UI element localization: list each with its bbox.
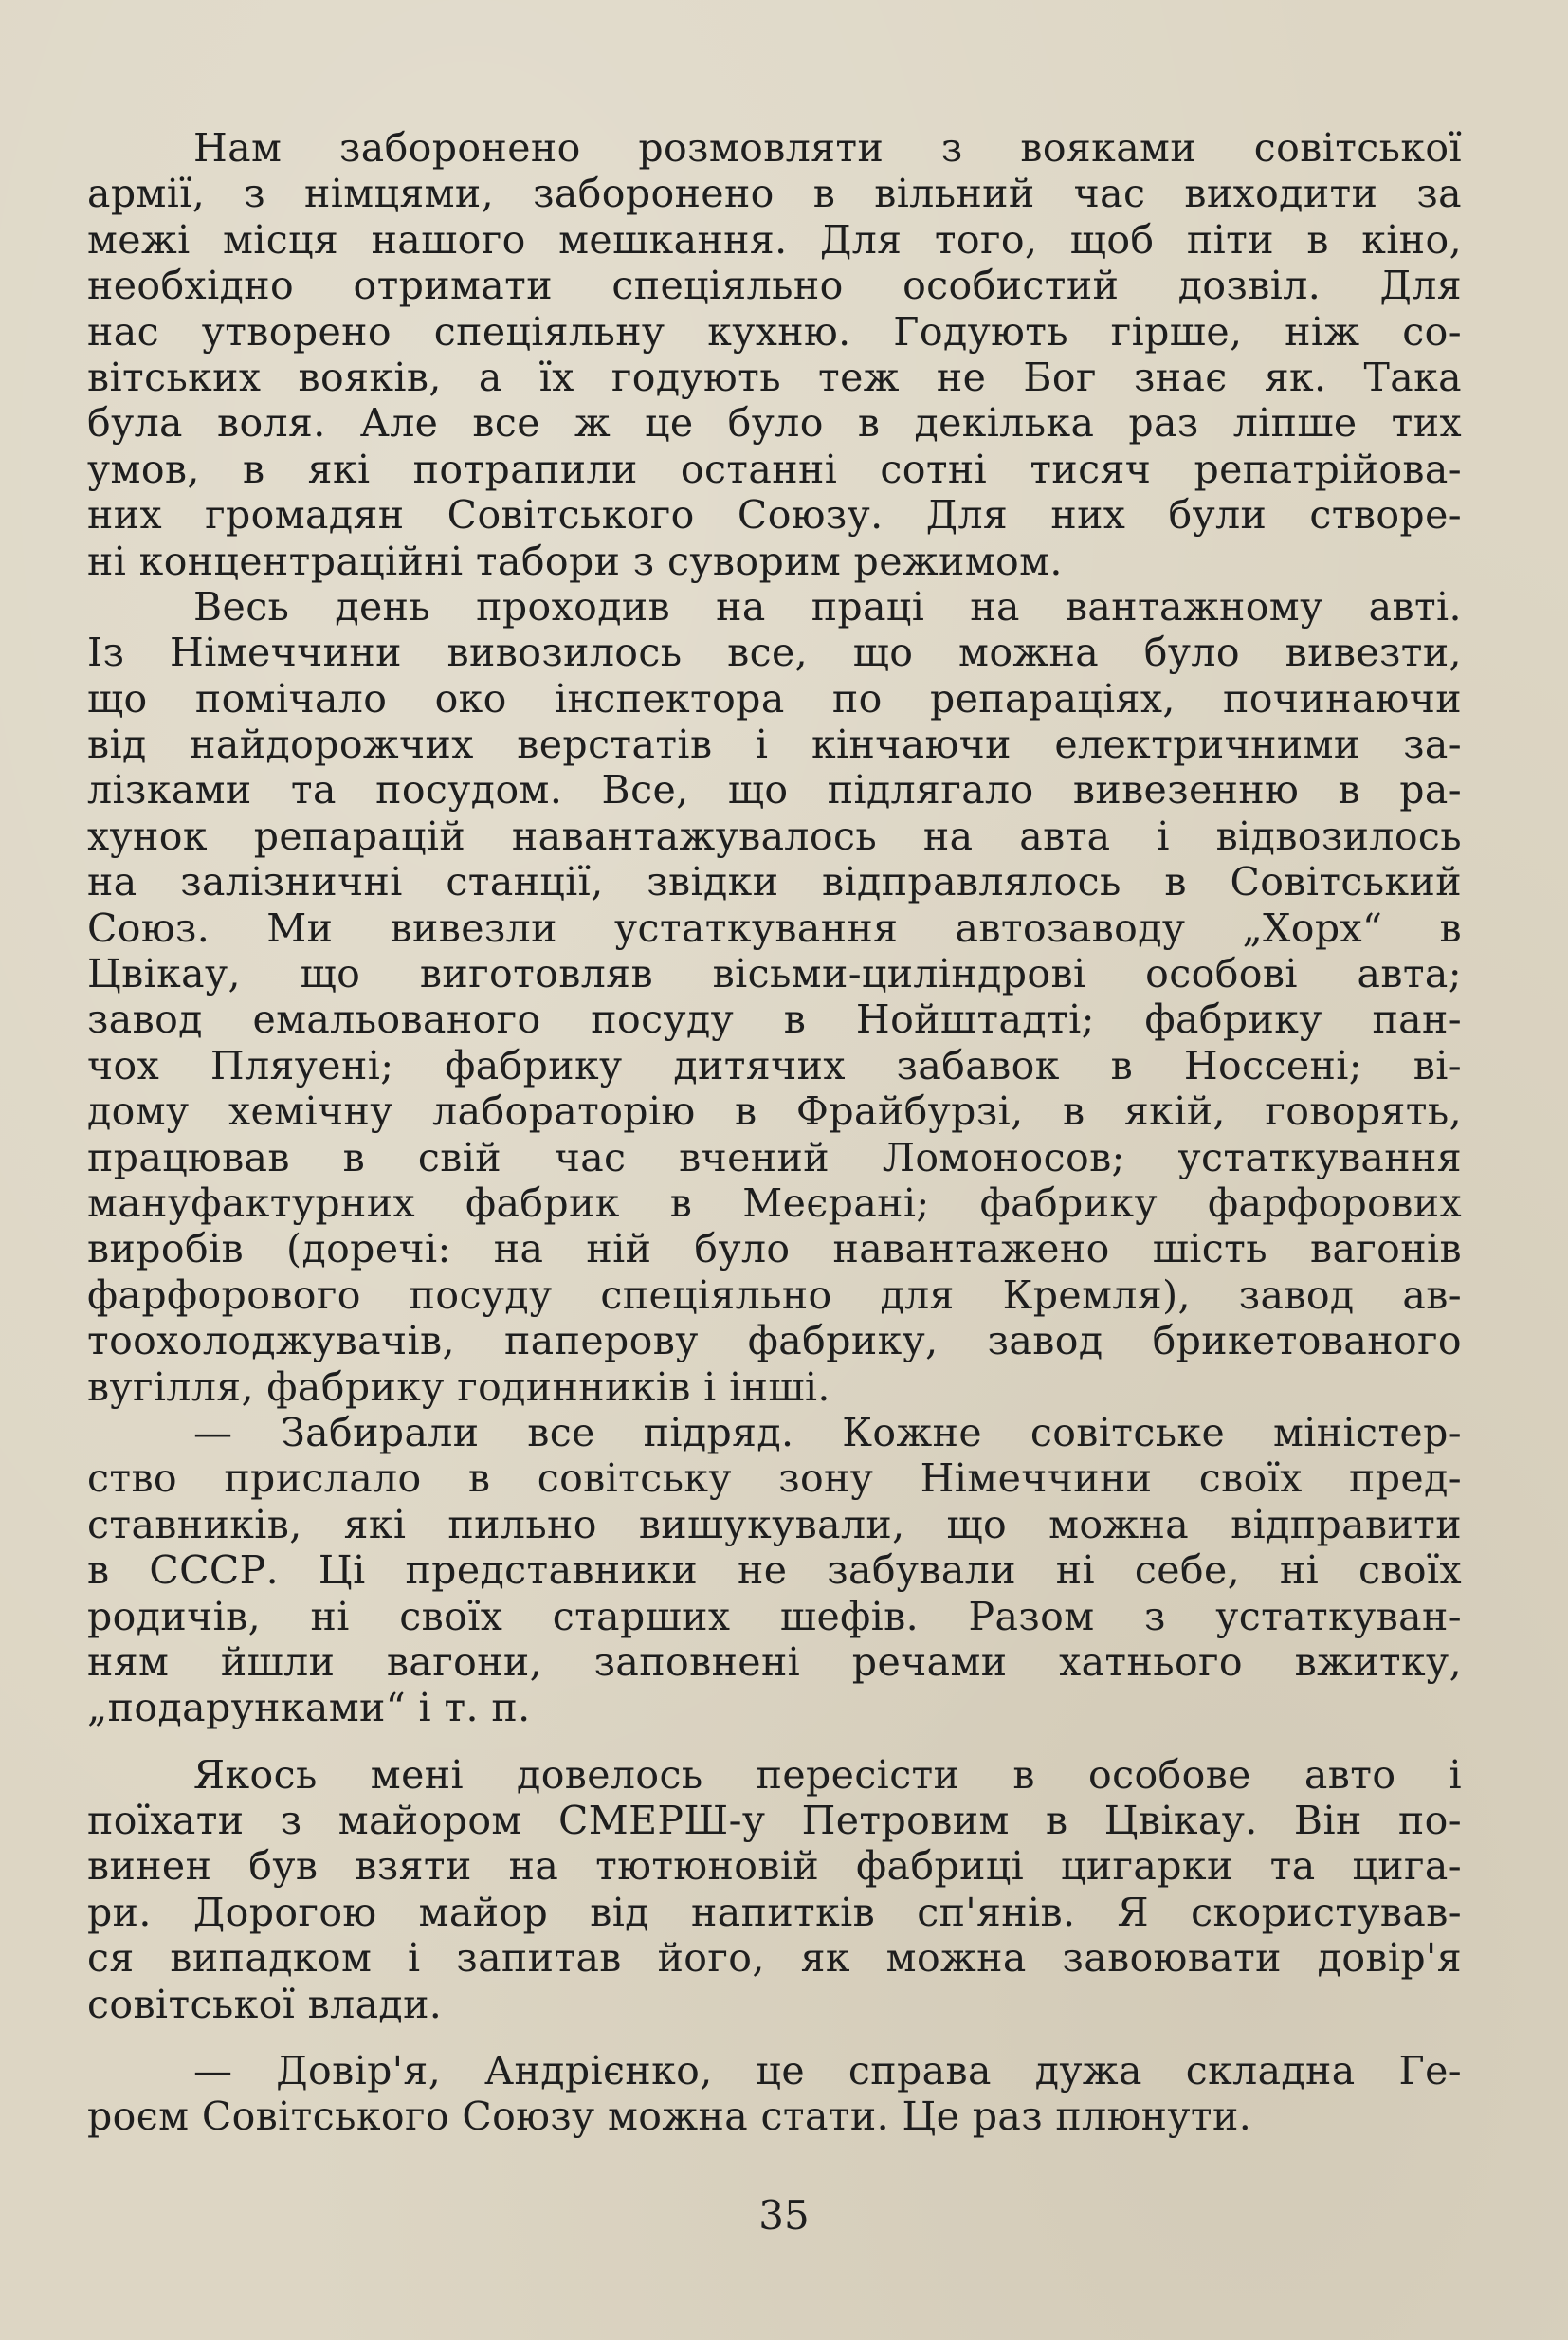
paragraph-gap [87, 2027, 1462, 2048]
text-line: Із Німеччини вивозилось все, що можна було вивезти, [87, 630, 1462, 676]
text-line: чох Пляуені; фабрику дитячих забавок в Носсені; ві- [87, 1042, 1462, 1088]
text-line: на залізничні станції, звідки відправлялось в Совітський [87, 859, 1462, 905]
text-line: дому хемічну лабораторію в Фрайбурзі, в якій, говорять, [87, 1088, 1462, 1135]
body-text [87, 125, 1462, 2140]
text-line: тоохолоджувачів, паперову фабрику, завод брикетованого [87, 1318, 1462, 1364]
text-line: роєм Совітського Союзу можна стати. Це раз плюнути. [87, 2093, 1252, 2140]
text-line: ство прислало в совітську зону Німеччини своїх пред- [87, 1455, 1462, 1502]
text-line: Нам заборонено розмовляти з вояками совітської [193, 125, 1462, 171]
text-line: необхідно отримати спеціяльно особистий дозвіл. Для [87, 263, 1462, 309]
text-line: що помічало око інспектора по репараціях, починаючи [87, 675, 1462, 722]
text-line: ням йшли вагони, заповнені речами хатнього вжитку, [87, 1638, 1462, 1685]
paragraph-gap [87, 1731, 1462, 1752]
text-line: — Довір'я, Андрієнко, це справа дужа складна Ге- [193, 2048, 1462, 2094]
text-line: ся випадком і запитав його, як можна завоювати довір'я [87, 1935, 1462, 1982]
text-line: ри. Дорогою майор від напитків сп'янів. Я скористував- [87, 1889, 1462, 1935]
text-line: виробів (доречі: на ній було навантажено шість вагонів [87, 1226, 1462, 1272]
text-line: ні концентраційні табори з суворим режимом. [87, 538, 1063, 584]
text-line: Весь день проходив на праці на вантажному авті. [193, 583, 1462, 630]
text-line: умов, в які потрапили останні сотні тисяч репатрійова- [87, 446, 1462, 492]
text-line: поїхати з майором СМЕРШ-у Петровим в Цвікау. Він по- [87, 1798, 1462, 1844]
page-number: 35 [758, 2192, 810, 2239]
text-line: „подарунками“ і т. п. [87, 1685, 531, 1731]
text-line: Цвікау, що виготовляв вісьми-циліндрові особові авта; [87, 951, 1462, 997]
text-line: родичів, ні своїх старших шефів. Разом з устаткуван- [87, 1593, 1462, 1639]
paragraph-4 [87, 1752, 1462, 2027]
text-line: працював в свій час вчений Ломоносов; устаткування [87, 1134, 1462, 1180]
text-line: них громадян Совітського Союзу. Для них були створе- [87, 492, 1462, 539]
paragraph-5 [87, 2048, 1462, 2140]
paragraph-1 [87, 125, 1462, 584]
text-line: вугілля, фабрику годинників і інші. [87, 1363, 830, 1410]
text-line: хунок репарацій навантажувалось на авта і відвозилось [87, 813, 1462, 859]
text-line: совітської влади. [87, 1981, 443, 2027]
text-line: була воля. Але все ж це було в декілька раз ліпше тих [87, 400, 1462, 447]
text-line: вітських вояків, а їх годують теж не Бог знає як. Така [87, 354, 1462, 400]
text-line: армії, з німцями, заборонено в вільний час виходити за [87, 171, 1462, 217]
paragraph-3 [87, 1410, 1462, 1731]
paragraph-2 [87, 584, 1462, 1410]
text-line: в СССР. Ці представники не забували ні себе, ні своїх [87, 1547, 1462, 1594]
text-line: межі місця нашого мешкання. Для того, щоб піти в кіно, [87, 216, 1462, 263]
text-line: Союз. Ми вивезли устаткування автозаводу „Хорх“ в [87, 905, 1462, 951]
text-line: винен був взяти на тютюновій фабриці цигарки та цига- [87, 1843, 1462, 1890]
text-line: нас утворено спеціяльну кухню. Годують гірше, ніж со- [87, 308, 1462, 355]
text-line: лізками та посудом. Все, що підлягало вивезенню в ра- [87, 767, 1462, 814]
text-line: мануфактурних фабрик в Меєрані; фабрику фарфорових [87, 1179, 1462, 1226]
text-line: завод емальованого посуду в Нойштадті; фабрику пан- [87, 996, 1462, 1043]
text-line: ставників, які пильно вишукували, що можна відправити [87, 1501, 1462, 1547]
text-line: фарфорового посуду спеціяльно для Кремля), завод ав- [87, 1271, 1462, 1318]
text-line: — Забирали все підряд. Кожне совітське міністер- [193, 1409, 1462, 1455]
text-line: Якось мені довелось пересісти в особове авто і [193, 1751, 1462, 1798]
text-line: від найдорожчих верстатів і кінчаючи електричними за- [87, 722, 1462, 768]
